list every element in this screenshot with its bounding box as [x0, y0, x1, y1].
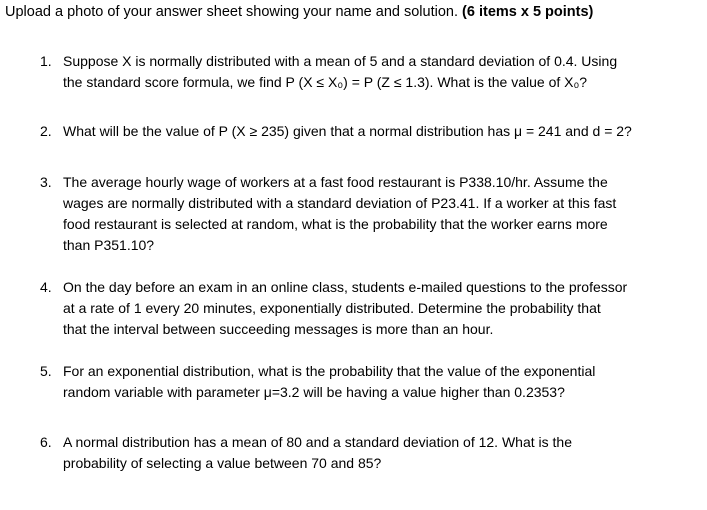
- question-number: 4.: [40, 279, 52, 295]
- question-line: at a rate of 1 every 20 minutes, exponentially distributed. Determine the probability that: [63, 300, 601, 316]
- question-item-1: [40, 51, 680, 93]
- question-text: [63, 121, 680, 142]
- question-number: 3.: [40, 174, 52, 190]
- question-line: random variable with parameter μ=3.2 will be having a value higher than 0.2353?: [63, 384, 565, 400]
- question-line: The average hourly wage of workers at a fast food restaurant is P338.10/hr. Assume the: [63, 174, 608, 190]
- question-line: A normal distribution has a mean of 80 and a standard deviation of 12. What is the: [63, 434, 572, 450]
- question-text: [63, 432, 680, 474]
- question-line: For an exponential distribution, what is the probability that the value of the exponential: [63, 363, 596, 379]
- question-number: 1.: [40, 53, 52, 69]
- question-text: [63, 172, 680, 256]
- question-item-6: [40, 432, 680, 474]
- question-line: Suppose X is normally distributed with a mean of 5 and a standard deviation of 0.4. Using: [63, 53, 618, 69]
- question-line: than P351.10?: [63, 237, 155, 253]
- points-label: (6 items x 5 points): [462, 4, 594, 20]
- question-item-3: [40, 172, 680, 256]
- question-line: probability of selecting a value between 70 and 85?: [63, 455, 382, 471]
- question-text: [63, 51, 680, 93]
- question-line: On the day before an exam in an online class, students e-mailed questions to the professor: [63, 279, 628, 295]
- question-item-5: [40, 361, 680, 403]
- question-number: 5.: [40, 363, 52, 379]
- question-line: that the interval between succeeding messages is more than an hour.: [63, 321, 494, 337]
- question-text: [63, 277, 680, 340]
- question-text: [63, 361, 680, 403]
- instruction-header: [5, 2, 593, 22]
- question-line: food restaurant is selected at random, what is the probability that the worker earns more: [63, 216, 608, 232]
- question-line: What will be the value of P (X ≥ 235) given that a normal distribution has μ = 241 and d = 2?: [63, 123, 632, 139]
- question-number: 6.: [40, 434, 52, 450]
- question-line: wages are normally distributed with a standard deviation of P23.41. If a worker at this fast: [63, 195, 617, 211]
- question-number: 2.: [40, 123, 52, 139]
- question-item-4: [40, 277, 680, 340]
- question-line: the standard score formula, we find P (X ≤ X₀) = P (Z ≤ 1.3). What is the value of X₀?: [63, 74, 588, 90]
- question-item-2: [40, 121, 680, 142]
- instruction-text: Upload a photo of your answer sheet showing your name and solution.: [5, 4, 463, 20]
